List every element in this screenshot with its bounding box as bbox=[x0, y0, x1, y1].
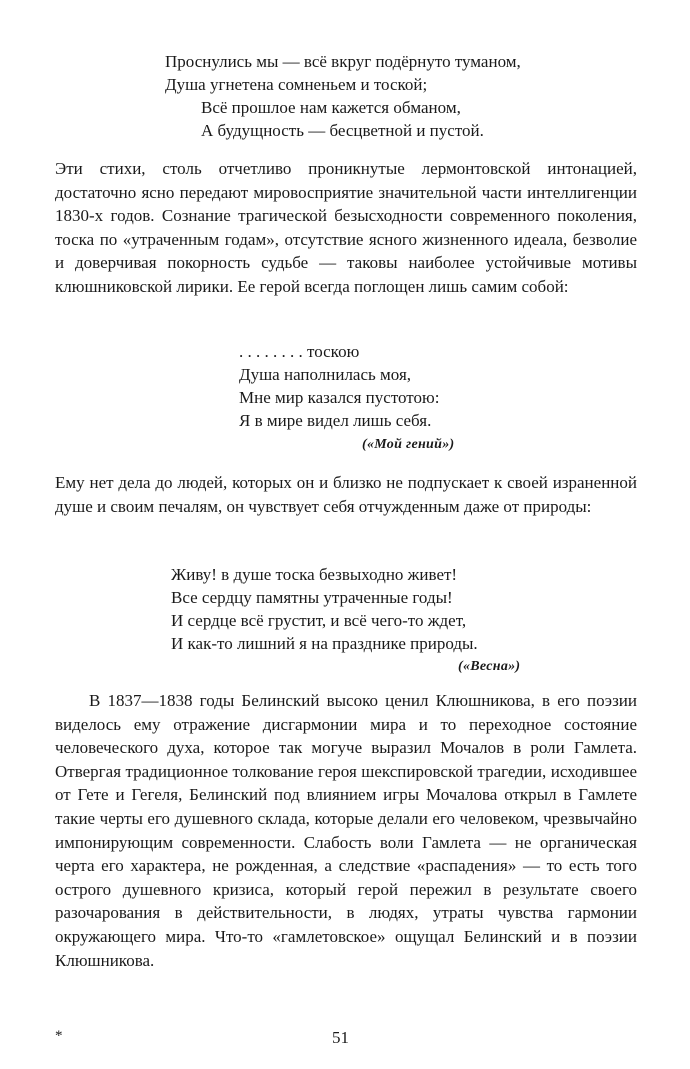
verse-line: Душа наполнилась моя, bbox=[239, 365, 412, 384]
paragraph-2 bbox=[55, 471, 637, 518]
poem-source-moi-genii: («Мой гений») bbox=[362, 437, 455, 452]
page-number: 51 bbox=[332, 1028, 349, 1047]
poem-stanza-2 bbox=[239, 340, 439, 432]
verse-line: А будущность — бесцветной и пустой. bbox=[201, 121, 484, 140]
verse-line: Проснулись мы — всё вкруг подёрнуто туманом, bbox=[165, 52, 521, 71]
verse-line: Мне мир казался пустотою: bbox=[239, 388, 440, 407]
paragraph-3-text: В 1837—1838 годы Белинский высоко ценил Клюшникова, в его поэзии виделось ему отражение дисгармонии мира и то переходное состояние человеческого духа, которое так могуче выразил Мочалов в роли Гамлета. Отвергая традиционное толкование героя шекспировской трагедии, исходившее от Гете и Гегеля, Белинский под влиянием игры Мочалова открыл в Гамлете такие черты его душевного склада, которые делали его человеком, чрезвычайно импонирующим современности. Слабость воли Гамлета — не органическая черта его характера, не рожденная, а следствие «распадения» — то есть того острого душевного кризиса, который герой пережил в результате своего разочарования в действительности, в людях, утраты чувства гармонии окружающего мира. Что-то «гамлетовское» ощущал Белинский и в поэзии Клюшникова. bbox=[55, 691, 637, 970]
verse-line: И как-то лишний я на празднике природы. bbox=[171, 634, 478, 653]
poem-stanza-1 bbox=[165, 50, 521, 142]
paragraph-1-text: Эти стихи, столь отчетливо проникнутые лермонтовской интонацией, достаточно ясно передают мировосприятие значительной части интеллигенции 1830-х годов. Сознание трагической безысходности современного поколения, тоска по «утраченным годам», отсутствие ясного жизненного идеала, безволие и доверчивая покорность судьбе — таковы наиболее устойчивые мотивы клюшниковской лирики. Ее герой всегда поглощен лишь самим собой: bbox=[55, 159, 637, 296]
verse-line: Я в мире видел лишь себя. bbox=[239, 411, 432, 430]
verse-word: тоскою bbox=[307, 342, 360, 361]
verse-line: Живу! в душе тоска безвыходно живет! bbox=[171, 565, 458, 584]
paragraph-2-text: Ему нет дела до людей, которых он и близко не подпускает к своей израненной душе и своим печалям, он чувствует себя отчужденным даже от природы: bbox=[55, 473, 637, 516]
verse-line: Душа угнетена сомненьем и тоской; bbox=[165, 75, 428, 94]
footnote-asterisk: * bbox=[55, 1028, 63, 1044]
verse-line-ellipsis bbox=[239, 340, 439, 363]
ellipsis-dots: . . . . . . . . bbox=[239, 342, 303, 361]
paragraph-1 bbox=[55, 157, 637, 299]
paragraph-3 bbox=[55, 689, 637, 972]
verse-line: Все сердцу памятны утраченные годы! bbox=[171, 588, 453, 607]
poem-source-vesna: («Весна») bbox=[458, 659, 521, 674]
poem-stanza-3 bbox=[171, 563, 478, 655]
verse-line: Всё прошлое нам кажется обманом, bbox=[201, 98, 461, 117]
verse-line: И сердце всё грустит, и всё чего-то ждет, bbox=[171, 611, 467, 630]
